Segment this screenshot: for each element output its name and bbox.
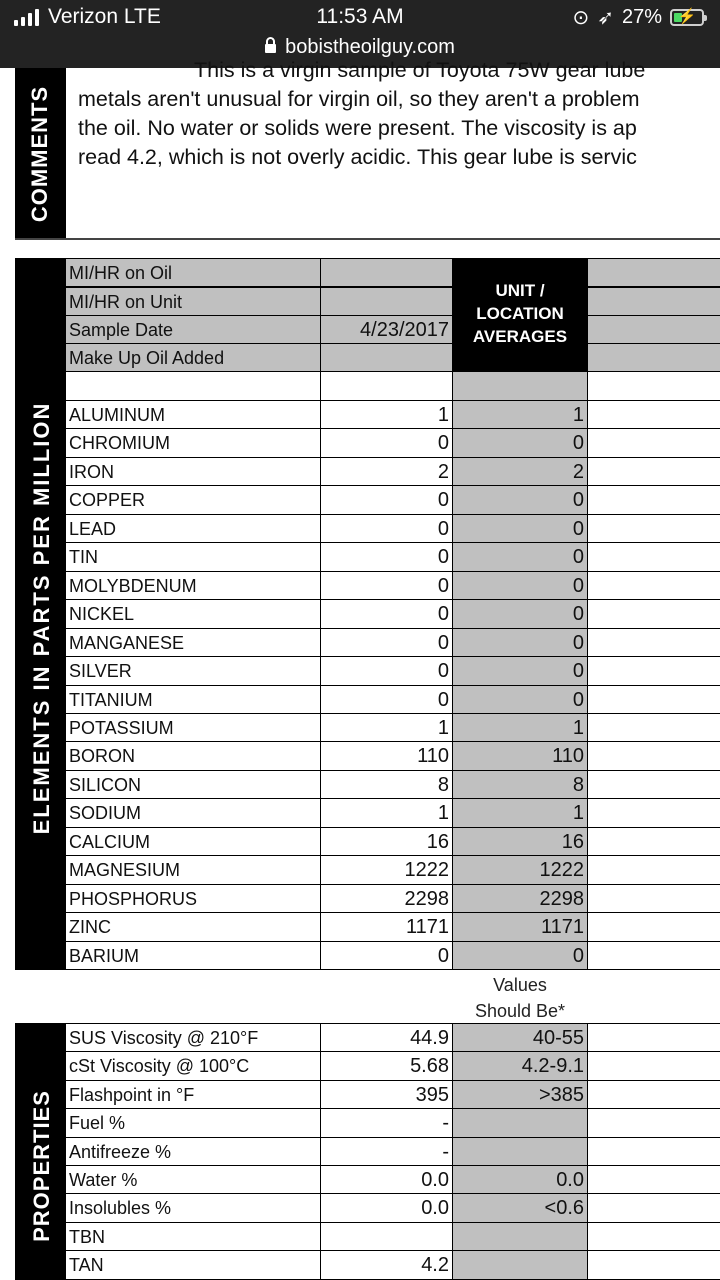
comment-line: read 4.2, which is not overly acidic. This gear lube is servic	[78, 145, 637, 169]
element-extra-cell	[587, 941, 720, 970]
property-name: Antifreeze %	[65, 1137, 321, 1166]
element-average: 1171	[452, 912, 588, 942]
property-should-be: 0.0	[452, 1165, 588, 1194]
property-extra-cell	[587, 1023, 720, 1052]
header-extra-cell	[587, 343, 720, 372]
element-extra-cell	[587, 770, 720, 799]
should-be-line: Values	[493, 975, 547, 995]
element-extra-cell	[587, 884, 720, 913]
elements-label: ELEMENTS IN PARTS PER MILLION	[29, 401, 54, 835]
unit-location-line: LOCATION	[476, 304, 564, 323]
element-extra-cell	[587, 400, 720, 429]
header-extra-cell	[587, 287, 720, 316]
property-value: 4.2	[320, 1250, 453, 1280]
comment-line: the oil. No water or solids were present. The viscosity is ap	[78, 116, 637, 140]
element-name: PHOSPHORUS	[65, 884, 321, 913]
element-extra-cell	[587, 571, 720, 600]
element-name: TITANIUM	[65, 685, 321, 714]
element-extra-cell	[587, 855, 720, 885]
element-extra-cell	[587, 741, 720, 771]
element-name: BARIUM	[65, 941, 321, 970]
carrier-label: Verizon LTE	[48, 5, 161, 28]
comments-sidebar	[15, 68, 66, 240]
element-value: 2	[320, 457, 453, 486]
values-should-be-header	[452, 972, 588, 1024]
header-value: 4/23/2017	[320, 315, 453, 344]
property-name: Flashpoint in °F	[65, 1080, 321, 1109]
element-name: MAGNESIUM	[65, 855, 321, 885]
comments-text	[78, 56, 720, 236]
property-should-be: <0.6	[452, 1193, 588, 1223]
element-value: 0	[320, 941, 453, 970]
header-extra-cell	[587, 258, 720, 287]
element-name: MANGANESE	[65, 628, 321, 657]
property-name: cSt Viscosity @ 100°C	[65, 1051, 321, 1081]
element-value: 0	[320, 599, 453, 629]
property-should-be: 40-55	[452, 1023, 588, 1052]
element-extra-cell	[587, 457, 720, 486]
element-name: CHROMIUM	[65, 428, 321, 458]
element-extra-cell	[587, 798, 720, 828]
unit-location-line: UNIT /	[495, 281, 545, 300]
element-average: 0	[452, 656, 588, 686]
should-be-line: Should Be*	[474, 1001, 566, 1021]
element-average: 0	[452, 599, 588, 629]
element-value: 1222	[320, 855, 453, 885]
element-average: 2	[452, 457, 588, 486]
url-text: bobistheoilguy.com	[285, 36, 455, 58]
property-name: SUS Viscosity @ 210°F	[65, 1023, 321, 1052]
header-extra-cell	[587, 315, 720, 344]
element-value: 1	[320, 798, 453, 828]
rotation-lock-icon: ⊙	[572, 7, 590, 29]
property-extra-cell	[587, 1193, 720, 1223]
element-value: 0	[320, 514, 453, 543]
lock-icon	[265, 44, 276, 53]
element-average: 0	[452, 428, 588, 458]
property-should-be	[452, 1250, 588, 1280]
unit-location-averages-header	[452, 258, 588, 372]
header-label: MI/HR on Unit	[65, 287, 321, 316]
element-extra-cell	[587, 713, 720, 742]
battery-percent: 27%	[621, 6, 662, 28]
property-name: Water %	[65, 1165, 321, 1194]
element-value: 0	[320, 428, 453, 458]
comment-line: metals aren't unusual for virgin oil, so they aren't a problem	[78, 87, 640, 111]
element-name: CALCIUM	[65, 827, 321, 856]
property-should-be	[452, 1222, 588, 1251]
element-extra-cell	[587, 685, 720, 714]
header-value	[320, 343, 453, 372]
element-average: 110	[452, 741, 588, 771]
spacer-cell	[587, 371, 720, 401]
element-name: NICKEL	[65, 599, 321, 629]
element-average: 1	[452, 798, 588, 828]
element-name: IRON	[65, 457, 321, 486]
property-value: 44.9	[320, 1023, 453, 1052]
header-value	[320, 258, 453, 287]
element-value: 0	[320, 542, 453, 572]
property-value: 395	[320, 1080, 453, 1109]
spacer-cell	[320, 371, 453, 401]
element-average: 0	[452, 514, 588, 543]
element-name: SODIUM	[65, 798, 321, 828]
element-name: TIN	[65, 542, 321, 572]
property-name: Fuel %	[65, 1108, 321, 1138]
spacer-cell	[65, 371, 321, 401]
element-extra-cell	[587, 485, 720, 515]
element-value: 16	[320, 827, 453, 856]
property-should-be	[452, 1137, 588, 1166]
element-average: 0	[452, 571, 588, 600]
property-name: TBN	[65, 1222, 321, 1251]
battery-icon: ⚡	[670, 9, 704, 26]
element-average: 0	[452, 628, 588, 657]
element-name: LEAD	[65, 514, 321, 543]
element-value: 1	[320, 713, 453, 742]
element-average: 1	[452, 713, 588, 742]
element-name: SILVER	[65, 656, 321, 686]
header-label: Make Up Oil Added	[65, 343, 321, 372]
element-average: 1222	[452, 855, 588, 885]
element-value: 0	[320, 685, 453, 714]
header-label: Sample Date	[65, 315, 321, 344]
property-should-be	[452, 1108, 588, 1138]
element-average: 2298	[452, 884, 588, 913]
element-name: ZINC	[65, 912, 321, 942]
element-value: 1171	[320, 912, 453, 942]
property-value: -	[320, 1137, 453, 1166]
property-extra-cell	[587, 1080, 720, 1109]
element-name: ALUMINUM	[65, 400, 321, 429]
property-name: Insolubles %	[65, 1193, 321, 1223]
property-value: -	[320, 1108, 453, 1138]
property-extra-cell	[587, 1222, 720, 1251]
element-average: 16	[452, 827, 588, 856]
element-value: 2298	[320, 884, 453, 913]
property-value	[320, 1222, 453, 1251]
element-average: 1	[452, 400, 588, 429]
element-extra-cell	[587, 827, 720, 856]
property-value: 5.68	[320, 1051, 453, 1081]
element-value: 110	[320, 741, 453, 771]
comment-line: This is a virgin sample of Toyota 75W gear lube	[194, 58, 646, 82]
element-average: 0	[452, 941, 588, 970]
header-label: MI/HR on Oil	[65, 258, 321, 287]
property-name: TAN	[65, 1250, 321, 1280]
comments-label: COMMENTS	[27, 85, 52, 223]
element-average: 0	[452, 685, 588, 714]
element-extra-cell	[587, 912, 720, 942]
divider	[15, 238, 720, 240]
element-average: 8	[452, 770, 588, 799]
property-value: 0.0	[320, 1165, 453, 1194]
element-average: 0	[452, 542, 588, 572]
element-value: 8	[320, 770, 453, 799]
unit-location-line: AVERAGES	[472, 327, 568, 346]
property-should-be: >385	[452, 1080, 588, 1109]
element-extra-cell	[587, 599, 720, 629]
element-value: 0	[320, 485, 453, 515]
element-name: SILICON	[65, 770, 321, 799]
element-value: 0	[320, 571, 453, 600]
property-extra-cell	[587, 1250, 720, 1280]
property-extra-cell	[587, 1137, 720, 1166]
element-value: 0	[320, 656, 453, 686]
properties-label: PROPERTIES	[29, 1090, 54, 1242]
properties-sidebar	[15, 1023, 66, 1280]
element-name: COPPER	[65, 485, 321, 515]
spacer-cell	[452, 371, 588, 401]
element-extra-cell	[587, 656, 720, 686]
property-extra-cell	[587, 1165, 720, 1194]
element-name: POTASSIUM	[65, 713, 321, 742]
clock: 11:53 AM	[316, 5, 404, 28]
elements-sidebar	[15, 258, 66, 970]
element-extra-cell	[587, 514, 720, 543]
location-icon: ➶	[597, 7, 614, 29]
element-value: 0	[320, 628, 453, 657]
element-average: 0	[452, 485, 588, 515]
element-value: 1	[320, 400, 453, 429]
element-extra-cell	[587, 542, 720, 572]
element-extra-cell	[587, 428, 720, 458]
element-extra-cell	[587, 628, 720, 657]
element-name: BORON	[65, 741, 321, 771]
header-value	[320, 287, 453, 316]
property-extra-cell	[587, 1108, 720, 1138]
element-name: MOLYBDENUM	[65, 571, 321, 600]
property-should-be: 4.2-9.1	[452, 1051, 588, 1081]
property-value: 0.0	[320, 1193, 453, 1223]
property-extra-cell	[587, 1051, 720, 1081]
